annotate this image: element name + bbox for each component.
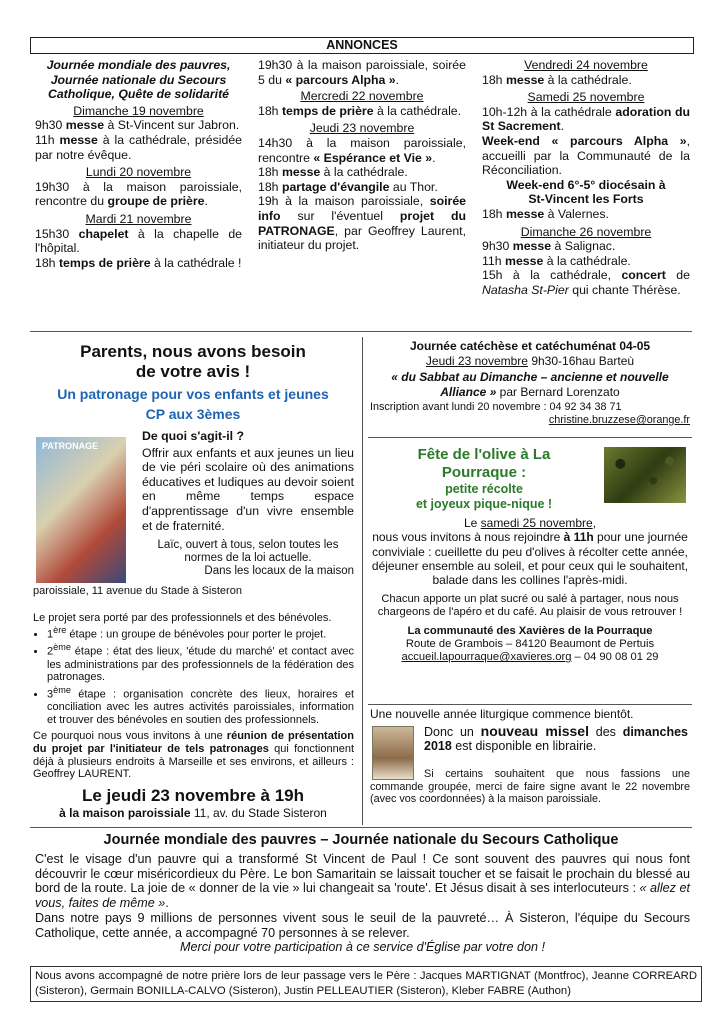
patronage-meeting — [30, 786, 356, 820]
event-item: 19h30 à la maison paroissiale, soirée 5 du « parcours Alpha ». — [258, 58, 466, 87]
olive-date: Le samedi 25 novembre, — [463, 516, 597, 530]
date-sunday-26: Dimanche 26 novembre — [520, 224, 652, 239]
date-sunday-19: Dimanche 19 novembre — [73, 103, 204, 118]
olive-body — [370, 516, 690, 664]
patronage-paragraph: Le projet sera porté par des professionnels et des bénévoles. — [33, 611, 332, 624]
olive-email[interactable]: accueil.lapourraque@xavieres.org — [401, 651, 572, 664]
patronage-question: De quoi s'agit-il ? — [142, 429, 244, 443]
pauvres-paragraph: Dans notre pays 9 millions de personnes vivent sous le seuil de la pauvreté… À Sisteron, l'équipe du Secours Catholique, cette année, a accompagné 70 personnes à se relever. — [35, 910, 690, 940]
announcements-col-2 — [258, 58, 466, 253]
col1-heading: Journée mondiale des pauvres, Journée nationale du Secours Catholique, Quête de solidarité — [46, 58, 231, 102]
patronage-subtitle: Un patronage pour vos enfants et jeunes CP aux 3èmes — [57, 386, 329, 422]
date-tuesday-21: Mardi 21 novembre — [85, 211, 192, 226]
pauvres-paragraph: C'est le visage d'un pauvre qui a transformé St Vincent de Paul ! Ce sont souvent des pauvres qui nous font découvrir le cœur miséricordieux du Père. Le bon Samaritain se laissait toucher et se faisait le prochain du blessé au bord de la route. La joie de « donner de la vie » lui changeait sa 'route'. Et Jésus disait à ses interlocuteurs : « allez et vous, faites de même ». — [35, 852, 690, 911]
catechese-talk: « du Sabbat au Dimanche – ancienne et nouvelle Alliance » par Bernard Lorenzato — [391, 370, 669, 399]
olive-paragraph: nous vous invitons à nous rejoindre à 11h pour une journée conviviale : cueillette du peu d'olives à récolter cette année, déjeuner ensemble au soleil, et pour ceux qui le souhaitent, balade dans les collines l'après-midi. — [371, 530, 689, 588]
patronage-intro — [142, 429, 354, 578]
event-item: 18h partage d'évangile au Thor. — [258, 179, 438, 194]
catechese-section — [370, 339, 690, 427]
date-monday-20: Lundi 20 novembre — [85, 165, 192, 180]
event-item: 18h messe à la cathédrale. — [482, 72, 632, 87]
steps-list — [33, 624, 354, 726]
event-item: 18h temps de prière à la cathédrale ! — [35, 255, 242, 270]
event-item: 11h messe à la cathédrale. — [482, 253, 631, 268]
list-item: • 2ème étape : état des lieux, 'étude du marché' et contact avec les administrations par des professionnels de la fédération des patronages. — [47, 641, 354, 683]
divider — [30, 331, 692, 332]
event-item: Week-end 6°-5° diocésain à St-Vincent les Forts — [506, 177, 666, 207]
divider — [368, 704, 692, 705]
meeting-place: à la maison paroissiale 11, av. du Stade Sisteron — [59, 806, 327, 820]
divider — [362, 337, 363, 825]
patronage-details — [33, 585, 354, 781]
date-friday-24: Vendredi 24 novembre — [524, 58, 648, 72]
pauvres-title: Journée mondiale des pauvres – Journée nationale du Secours Catholique — [103, 832, 619, 848]
event-item: 11h messe à la cathédrale, présidée par notre évêque. — [35, 132, 242, 162]
catechese-email[interactable]: christine.bruzzese@orange.fr — [548, 414, 690, 426]
catechese-date: Jeudi 23 novembre 9h30-16hau Barteù — [425, 353, 635, 368]
date-saturday-25: Samedi 25 novembre — [527, 90, 645, 105]
olive-signature: La communauté des Xavières de la Pourraque — [407, 625, 653, 638]
pauvres-body — [35, 852, 690, 955]
event-item: 14h30 à la maison paroissiale, rencontre « Espérance et Vie ». — [258, 135, 466, 165]
list-item: • 3ème étape : organisation concrète des lieux, horaires et conciliation avec les autres activités paroissiales, information et trouver des bénévoles en soutien des professionnels. — [47, 684, 354, 726]
event-item: 10h-12h à la cathédrale adoration du St Sacrement. — [482, 104, 690, 134]
announcements-col-1 — [35, 58, 242, 270]
patronage-paragraph: Laïc, ouvert à tous, selon toutes les normes de la loi actuelle. — [157, 539, 339, 565]
missel-intro: Une nouvelle année liturgique commence bientôt. — [370, 707, 634, 721]
event-item: 19h30 à la maison paroissiale, rencontre du groupe de prière. — [35, 179, 242, 209]
catechese-inscription: Inscription avant lundi 20 novembre : 04 92 34 38 71 — [370, 401, 622, 413]
patronage-section — [30, 342, 356, 424]
event-item: 15h30 chapelet à la chapelle de l'hôpital. — [35, 226, 242, 256]
patronage-photo — [36, 437, 126, 583]
event-item: 18h messe à la cathédrale. — [258, 165, 408, 180]
patronage-title: Parents, nous avons besoin de votre avis ! — [80, 342, 306, 381]
annonces-title: ANNONCES — [30, 37, 694, 54]
divider — [30, 827, 692, 828]
photo-label: PATRONAGE — [42, 441, 99, 451]
missel-order: Si certains souhaitent que nous fassions une commande groupée, merci de faire signe avant le 22 novembre (avec vos coordonnées) à la maison paroissiale. — [370, 768, 690, 806]
event-item: 9h30 messe à St-Vincent sur Jabron. — [35, 118, 240, 133]
patronage-paragraph: Offrir aux enfants et aux jeunes un lieu de vie péri scolaire où des animations éducatives et ludiques au devoir soient en même temps espace d'apprentissage d'un vivre ensemble et de fraternité. — [142, 445, 354, 533]
divider — [368, 437, 692, 438]
catechese-title: Journée catéchèse et catéchuménat 04-05 — [409, 339, 651, 353]
event-item: 9h30 messe à Salignac. — [482, 239, 616, 254]
patronage-paragraph: Dans les locaux de la maison — [204, 565, 354, 578]
list-item: • 1ère étape : un groupe de bénévoles pour porter le projet. — [47, 624, 354, 641]
olives-photo — [604, 447, 686, 503]
event-item: 18h temps de prière à la cathédrale. — [258, 103, 462, 118]
date-wednesday-22: Mercredi 22 novembre — [300, 89, 424, 104]
meeting-date: Le jeudi 23 novembre à 19h — [81, 786, 305, 805]
olive-title: Fête de l'olive à La Pourraque : petite récolte et joyeux pique-nique ! — [415, 446, 553, 511]
event-item: 18h messe à Valernes. — [482, 206, 609, 221]
date-thursday-23: Jeudi 23 novembre — [309, 121, 415, 136]
pauvres-thanks: Merci pour votre participation à ce service d'Église par votre don ! — [180, 940, 545, 955]
event-item: 15h à la cathédrale, concert de Natasha St-Pier qui chante Thérèse. — [482, 268, 690, 297]
missel-text: Donc un nouveau missel des dimanches 2018 est disponible en librairie. — [424, 723, 689, 753]
patronage-paragraph: paroissiale, 11 avenue du Stade à Sisteron — [33, 585, 242, 597]
prayer-notice: Nous avons accompagné de notre prière lors de leur passage vers le Père : Jacques MARTIGNAT (Montfroc), Jeanne CORREARD (Sisteron), Germain BONILLA-CALVO (Sisteron), Justin PELLEAUTIER (Sisteron), Kleber FABRE (Authon) — [30, 966, 702, 1002]
olive-contact: accueil.lapourraque@xavieres.org – 04 90 08 01 29 — [401, 651, 659, 664]
patronage-invitation: Ce pourquoi nous vous invitons à une réunion de présentation du projet par l'initiateur de tels patronages qui fonctionnent déjà à plusieurs endroits à Marseille et ses environs, et ailleurs : Geoffrey LAURENT. — [33, 730, 355, 781]
event-item: Week-end « parcours Alpha », accueilli par la Communauté de la Réconciliation. — [482, 133, 690, 178]
olive-address: Route de Grambois – 84120 Beaumont de Pertuis — [405, 638, 655, 651]
olive-paragraph: Chacun apporte un plat sucré ou salé à partager, nous nous chargeons de l'apéro et du café. Au plaisir de vous retrouver ! — [377, 593, 683, 619]
event-item: 19h à la maison paroissiale, soirée info sur l'éventuel projet du PATRONAGE, par Geoffrey Laurent, initiateur du projet. — [258, 194, 467, 253]
announcements-col-3 — [482, 58, 690, 298]
